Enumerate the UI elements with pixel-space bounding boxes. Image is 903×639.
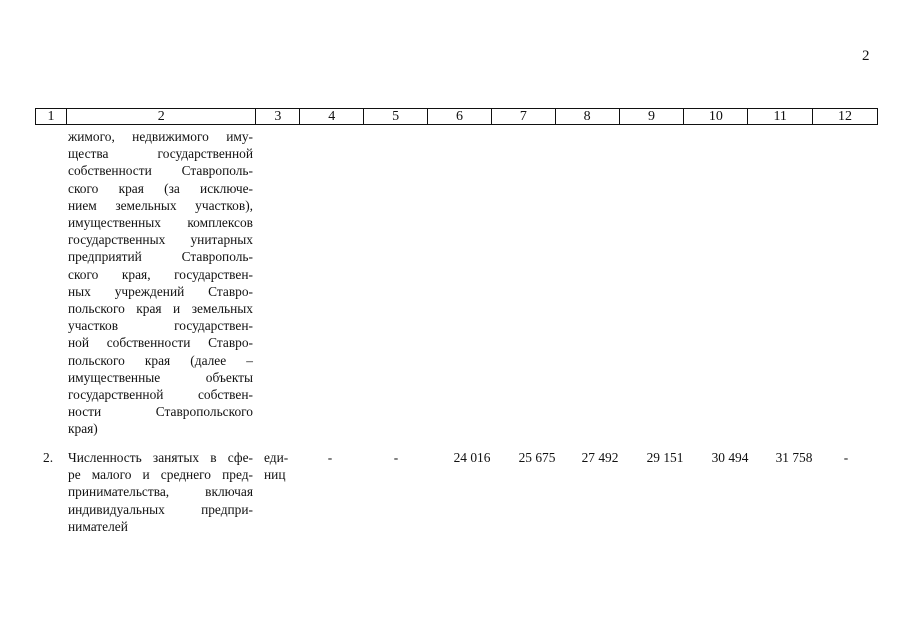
header-cell-5: 5 (364, 109, 428, 124)
text-line: имущественных комплексов (68, 215, 253, 231)
header-cell-12: 12 (838, 109, 853, 124)
text-line: ных учреждений Ставро- (68, 283, 253, 299)
header-cell-6: 6 (428, 109, 492, 124)
text-line: государственной собствен- (68, 387, 253, 403)
text-line: ниц (264, 467, 286, 483)
indicator-name (68, 449, 253, 535)
header-cell-11: 11 (748, 109, 813, 124)
value-cell-9: 29 151 (646, 450, 684, 465)
unit-of-measure (264, 449, 288, 483)
text-line: нием земельных участков), (68, 197, 253, 213)
text-line: ского края, государствен- (68, 266, 253, 282)
text-line: нимателей (68, 518, 128, 534)
header-cell-9: 9 (620, 109, 685, 124)
row-number: 2. (43, 450, 54, 465)
text-line: имущественные объекты (68, 369, 253, 385)
page-number: 2 (862, 48, 870, 64)
text-line: принимательства, включая (68, 484, 253, 500)
continued-indicator-text (68, 128, 253, 438)
table-header-row (35, 108, 878, 125)
value-cell-11: 31 758 (775, 450, 813, 465)
value-cell-7: 25 675 (518, 450, 556, 465)
text-line: ского края (за исключе- (68, 180, 253, 196)
header-cell-10: 10 (684, 109, 748, 124)
text-line: польского края (далее – (68, 352, 253, 368)
text-line: жимого, недвижимого иму- (68, 129, 253, 144)
header-cell-7: 7 (492, 109, 556, 124)
text-line: предприятий Ставрополь- (68, 249, 253, 265)
header-cell-3: 3 (256, 109, 300, 124)
value-cell-8: 27 492 (581, 450, 619, 465)
text-line: собственности Ставрополь- (68, 163, 253, 179)
value-cell-6: 24 016 (453, 450, 491, 465)
value-cell-5: - (393, 450, 399, 465)
text-line: щества государственной (68, 146, 253, 162)
text-line: края) (68, 421, 98, 437)
text-line: государственных унитарных (68, 232, 253, 248)
table-row-2 (35, 449, 878, 539)
text-line: ной собственности Ставро- (68, 335, 253, 351)
header-cell-2: 2 (67, 109, 257, 124)
text-line: индивидуальных предпри- (68, 501, 253, 517)
text-line: еди- (264, 450, 289, 465)
text-line: участков государствен- (68, 318, 253, 334)
text-line: Численность занятых в сфе- (68, 450, 253, 465)
value-cell-4: - (327, 450, 333, 465)
header-cell-8: 8 (556, 109, 620, 124)
header-cell-1: 1 (36, 109, 67, 124)
header-cell-4: 4 (300, 109, 364, 124)
text-line: ре малого и среднего пред- (68, 467, 253, 483)
text-line: польского края и земельных (68, 301, 253, 317)
value-cell-12: - (843, 450, 849, 465)
text-line: ности Ставропольского (68, 404, 253, 420)
value-cell-10: 30 494 (711, 450, 749, 465)
